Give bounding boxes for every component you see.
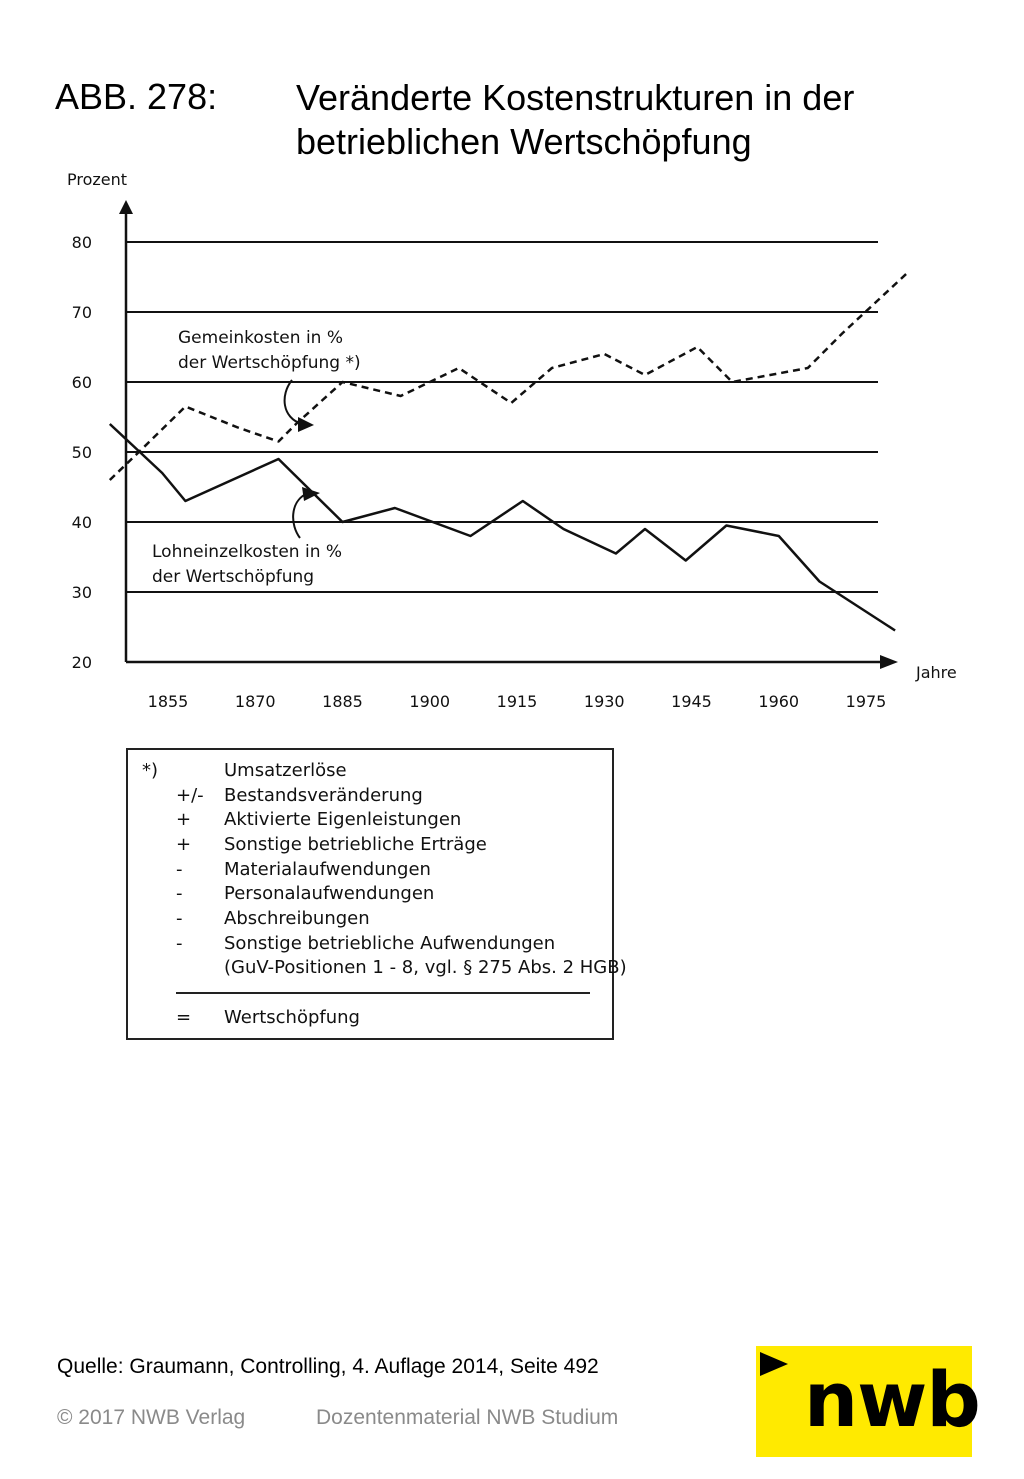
series-label: der Wertschöpfung *) — [178, 353, 361, 373]
logo-arrow-icon — [760, 1352, 788, 1376]
pointer-arrow — [285, 380, 302, 424]
y-tick-label: 20 — [71, 653, 92, 672]
footnote-result-row — [128, 1007, 612, 1031]
y-axis-arrow-icon — [119, 200, 133, 214]
y-tick-label: 40 — [71, 513, 92, 532]
x-tick-label: 1900 — [409, 692, 451, 711]
x-tick-label: 1915 — [496, 692, 538, 711]
x-tick-label: 1975 — [845, 692, 887, 711]
x-axis-label: Jahre — [916, 663, 957, 682]
pointer-arrow-head-icon — [298, 417, 314, 432]
footnote-row-sign: + — [176, 834, 192, 855]
series-label: Lohneinzelkosten in % — [152, 542, 343, 562]
y-tick-label: 50 — [71, 443, 92, 462]
footnote-row-sign: - — [176, 883, 183, 904]
y-tick-label: 60 — [71, 373, 92, 392]
footnote-row-text: Sonstige betriebliche Aufwendungen — [224, 933, 556, 954]
footnote-row-sign: - — [176, 859, 183, 880]
footnote-row-text: Abschreibungen — [224, 908, 370, 929]
x-tick-label: 1945 — [671, 692, 712, 711]
x-tick-label: 1885 — [322, 692, 363, 711]
footnote-row — [128, 957, 627, 981]
logo-text: nwb — [804, 1355, 980, 1444]
footnote-row-sign: - — [176, 933, 183, 954]
footnote-row-text: Sonstige betriebliche Erträge — [224, 834, 487, 855]
footnote-row-sign: - — [176, 908, 183, 929]
footnote-row-text: Bestandsveränderung — [224, 785, 423, 806]
figure-title-line-1: Veränderte Kostenstrukturen in der — [296, 77, 855, 118]
footnote-row-text: Materialaufwendungen — [224, 859, 431, 880]
source-citation: Quelle: Graumann, Controlling, 4. Auflage 2014, Seite 492 — [57, 1355, 599, 1378]
y-tick-label: 70 — [71, 303, 92, 322]
x-tick-label: 1870 — [234, 692, 276, 711]
series-line-gemeinkosten — [110, 274, 907, 481]
footnote-row-sign: + — [176, 809, 192, 830]
footnote-row-text: Aktivierte Eigenleistungen — [224, 809, 462, 830]
footer-copyright: © 2017 NWB Verlag — [57, 1406, 246, 1429]
y-axis-label: Prozent — [67, 170, 128, 189]
footnote-row — [128, 908, 612, 932]
footnote-result-sign: = — [176, 1007, 192, 1028]
footnote-row — [128, 859, 612, 883]
footer-material: Dozentenmaterial NWB Studium — [316, 1406, 619, 1429]
footnote-divider — [176, 992, 590, 994]
footnote-row — [128, 809, 612, 833]
figure-number: ABB. 278: — [55, 76, 218, 117]
footnote-row-sign: +/- — [176, 785, 204, 806]
x-tick-label: 1960 — [758, 692, 800, 711]
footnote-row — [128, 760, 612, 784]
footnote-row-text: Umsatzerlöse — [224, 760, 347, 781]
footnote-row — [128, 785, 612, 809]
footnote-row — [128, 883, 612, 907]
series-line-lohneinzelkosten — [110, 424, 895, 631]
x-axis-arrow-icon — [880, 655, 898, 669]
y-tick-label: 80 — [71, 233, 92, 252]
y-tick-label: 30 — [71, 583, 92, 602]
x-tick-label: 1855 — [147, 692, 189, 711]
footnote-row-text: (GuV-Positionen 1 - 8, vgl. § 275 Abs. 2 HGB) — [224, 957, 627, 978]
x-tick-label: 1930 — [583, 692, 625, 711]
figure-title-line-2: betrieblichen Wertschöpfung — [296, 121, 752, 162]
footnote-row — [128, 933, 612, 957]
footnote-row-text: Personalaufwendungen — [224, 883, 435, 904]
footnote-box — [126, 748, 627, 1040]
series-label: Gemeinkosten in % — [178, 328, 344, 348]
footnote-star: *) — [142, 760, 159, 781]
footnote-result-text: Wertschöpfung — [224, 1007, 360, 1028]
footnote-row — [128, 834, 612, 858]
nwb-logo — [756, 1346, 980, 1457]
series-label: der Wertschöpfung — [152, 567, 315, 587]
